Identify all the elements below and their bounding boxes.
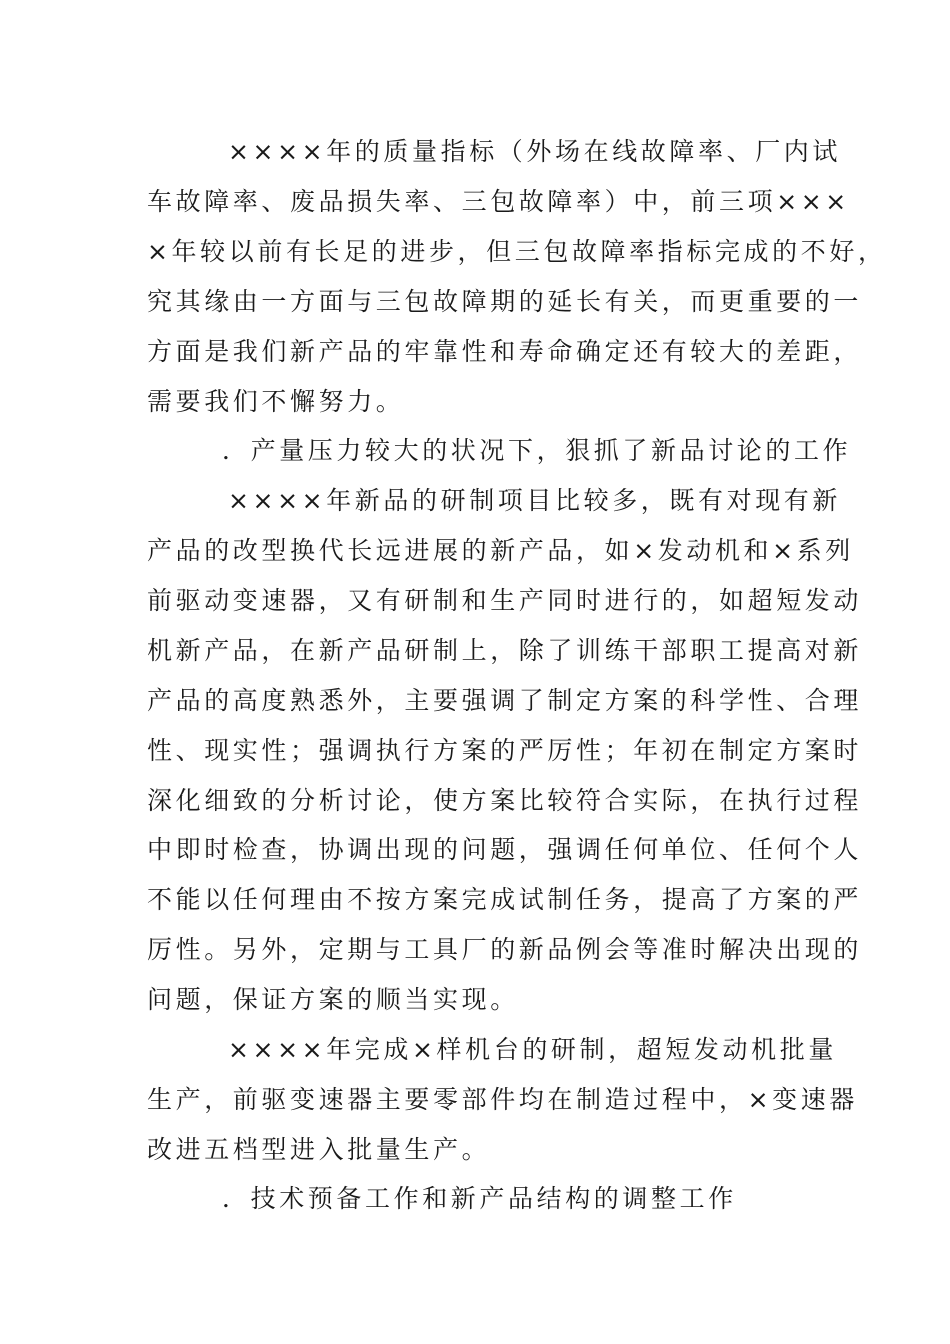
paragraph-2-line-4: 机新产品，在新产品研制上，除了训练干部职工提高对新 bbox=[147, 636, 863, 665]
paragraph-1-line-5: 方面是我们新产品的牢靠性和寿命确定还有较大的差距， bbox=[147, 337, 863, 366]
paragraph-3-line-1: ××××年完成×样机台的研制，超短发动机批量 bbox=[228, 1035, 837, 1064]
paragraph-1-line-2: 车故障率、废品损失率、三包故障率）中，前三项××× bbox=[147, 187, 850, 216]
paragraph-2-line-8: 中即时检查，协调出现的问题，强调任何单位、任何个人 bbox=[147, 835, 863, 864]
paragraph-3-line-3: 改进五档型进入批量生产。 bbox=[147, 1135, 491, 1164]
paragraph-2-line-6: 性、现实性；强调执行方案的严厉性；年初在制定方案时 bbox=[147, 736, 863, 765]
paragraph-3-line-2: 生产，前驱变速器主要零部件均在制造过程中，×变速器 bbox=[147, 1085, 858, 1114]
paragraph-2-line-2: 产品的改型换代长远进展的新产品，如×发动机和×系列 bbox=[147, 536, 854, 565]
paragraph-2-line-7: 深化细致的分析讨论，使方案比较符合实际，在执行过程 bbox=[147, 786, 863, 815]
paragraph-1-line-1: ××××年的质量指标（外场在线故障率、厂内试 bbox=[228, 137, 841, 166]
paragraph-2-line-11: 问题，保证方案的顺当实现。 bbox=[147, 985, 519, 1014]
paragraph-1-line-6: 需要我们不懈努力。 bbox=[147, 387, 405, 416]
paragraph-2-line-3: 前驱动变速器，又有研制和生产同时进行的，如超短发动 bbox=[147, 586, 863, 615]
section-heading-1: ．产量压力较大的状况下，狠抓了新品讨论的工作 bbox=[222, 436, 852, 465]
paragraph-1-line-3: ×年较以前有长足的进步，但三包故障率指标完成的不好， bbox=[147, 237, 887, 266]
paragraph-1-line-4: 究其缘由一方面与三包故障期的延长有关，而更重要的一 bbox=[147, 287, 863, 316]
section-heading-2: ．技术预备工作和新产品结构的调整工作 bbox=[222, 1184, 737, 1213]
paragraph-2-line-10: 厉性。另外，定期与工具厂的新品例会等准时解决出现的 bbox=[147, 935, 863, 964]
paragraph-2-line-9: 不能以任何理由不按方案完成试制任务，提高了方案的严 bbox=[147, 885, 863, 914]
paragraph-2-line-5: 产品的高度熟悉外，主要强调了制定方案的科学性、合理 bbox=[147, 686, 863, 715]
paragraph-2-line-1: ××××年新品的研制项目比较多，既有对现有新 bbox=[228, 486, 841, 515]
